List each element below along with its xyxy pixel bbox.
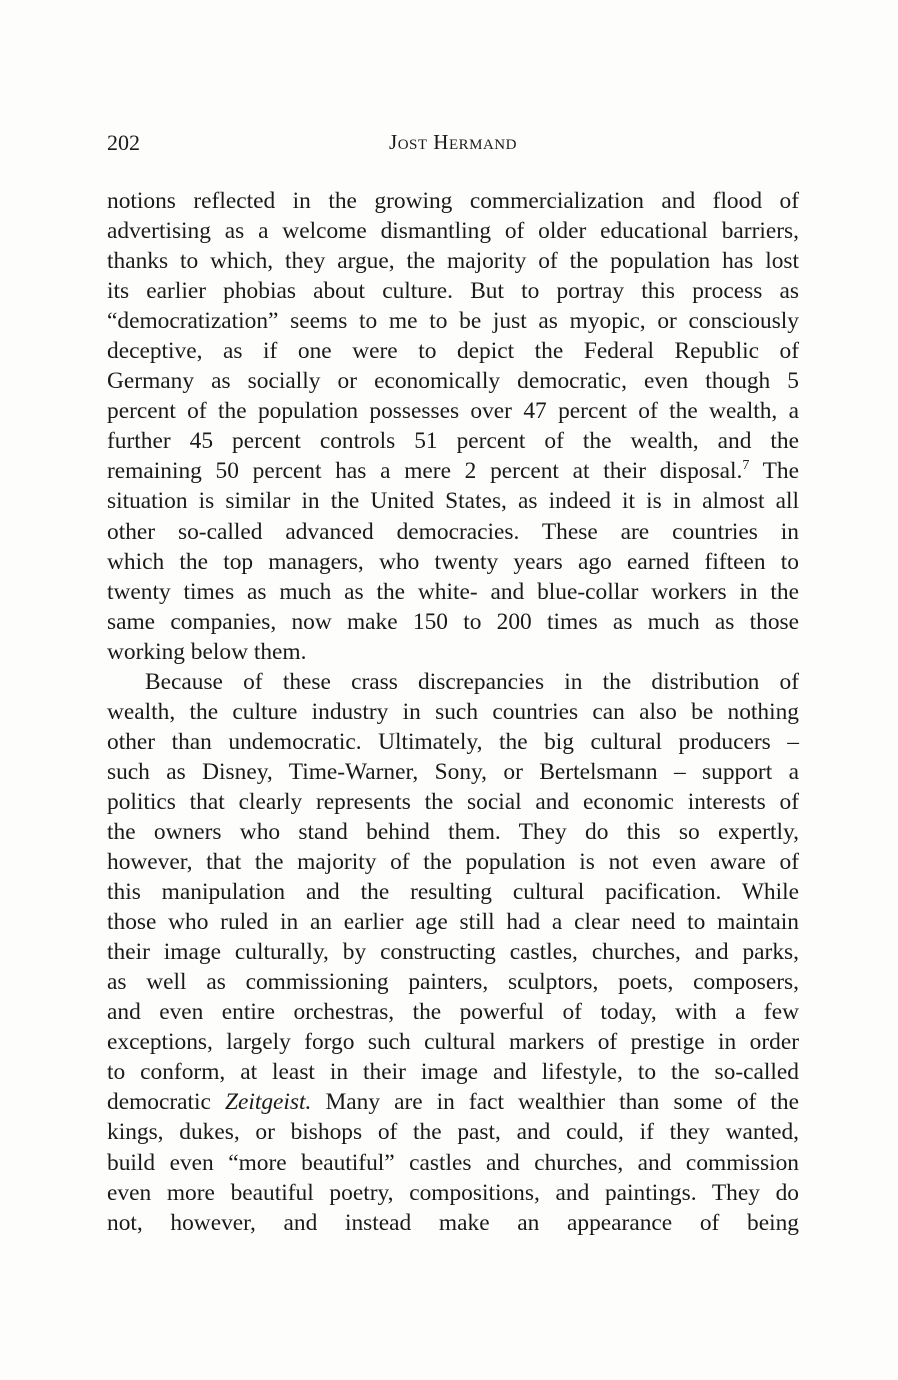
text-line: not, however, and instead make an appearance of being	[107, 1209, 799, 1236]
text-line: notions reflected in the growing commercialization and flood of	[107, 188, 799, 214]
italic-term: Zeitgeist.	[224, 1089, 312, 1116]
text-line: Germany as socially or economically democratic, even though 5	[107, 368, 799, 395]
footnote-marker: 7	[742, 458, 750, 474]
text-line: working below them.	[107, 638, 307, 665]
text-line: Because of these crass discrepancies in the distribution of	[145, 668, 799, 695]
text-line: such as Disney, Time-Warner, Sony, or Bertelsmann – support a	[107, 758, 799, 785]
text-fragment: democratic	[107, 1089, 211, 1116]
text-line: the owners who stand behind them. They do this so expertly,	[107, 818, 799, 845]
text-line: to conform, at least in their image and lifestyle, to the so-called	[107, 1059, 799, 1086]
text-line: deceptive, as if one were to depict the Federal Republic of	[107, 338, 799, 365]
text-line: twenty times as much as the white- and blue-collar workers in the	[107, 578, 799, 605]
text-line: their image culturally, by constructing castles, churches, and parks,	[107, 939, 799, 966]
text-line: other so-called advanced democracies. These are countries in	[107, 518, 799, 545]
text-line: exceptions, largely forgo such cultural markers of prestige in order	[107, 1029, 799, 1056]
text-line: kings, dukes, or bishops of the past, and could, if they wanted,	[107, 1119, 799, 1146]
text-line: situation is similar in the United States, as indeed it is in almost all	[107, 488, 799, 515]
text-fragment: remaining 50 percent has a mere 2 percent at their disposal.	[107, 458, 743, 485]
text-fragment: Many are in fact wealthier than some of the	[311, 1089, 799, 1116]
body-text	[107, 186, 799, 1238]
text-line: this manipulation and the resulting cultural pacification. While	[107, 879, 799, 906]
page-number: 202	[107, 130, 140, 155]
running-head: Jost Hermand	[389, 130, 517, 154]
text-line: as well as commissioning painters, sculptors, poets, composers,	[107, 969, 799, 996]
text-line: those who ruled in an earlier age still had a clear need to maintain	[107, 909, 799, 936]
page-header	[107, 130, 799, 160]
text-line: even more beautiful poetry, compositions, and paintings. They do	[107, 1179, 799, 1206]
text-line: percent of the population possesses over 47 percent of the wealth, a	[107, 398, 799, 425]
text-line: which the top managers, who twenty years ago earned fifteen to	[107, 548, 799, 575]
text-line: other than undemocratic. Ultimately, the big cultural producers –	[107, 728, 799, 755]
text-fragment: The	[749, 458, 799, 485]
text-line-with-footnote	[107, 456, 799, 486]
text-line-with-italic	[107, 1087, 799, 1117]
text-line: same companies, now make 150 to 200 times as much as those	[107, 608, 799, 635]
text-line: politics that clearly represents the social and economic interests of	[107, 788, 799, 815]
text-line: further 45 percent controls 51 percent of the wealth, and the	[107, 428, 799, 455]
text-line: “democratization” seems to me to be just as myopic, or consciously	[107, 308, 799, 335]
text-line: advertising as a welcome dismantling of older educational barriers,	[107, 218, 799, 245]
text-line: wealth, the culture industry in such countries can also be nothing	[107, 698, 799, 725]
text-line: however, that the majority of the population is not even aware of	[107, 849, 799, 876]
text-line: build even “more beautiful” castles and churches, and commission	[107, 1149, 799, 1176]
text-line: thanks to which, they argue, the majority of the population has lost	[107, 248, 799, 275]
text-line: its earlier phobias about culture. But to portray this process as	[107, 278, 799, 305]
text-line: and even entire orchestras, the powerful of today, with a few	[107, 999, 799, 1026]
